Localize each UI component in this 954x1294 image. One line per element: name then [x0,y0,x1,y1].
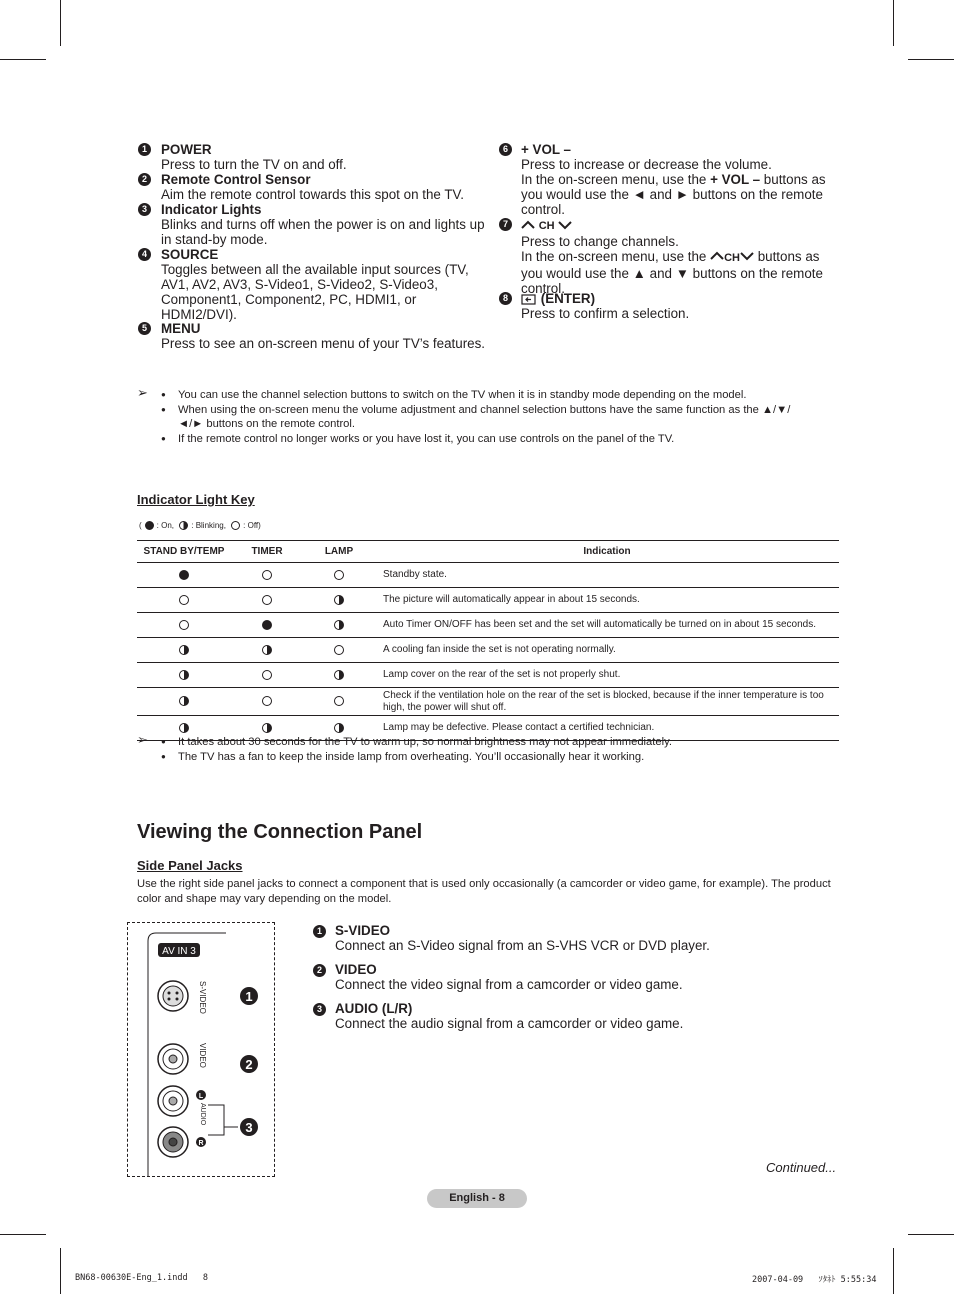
callout-2: 2 [245,1057,253,1072]
on-dot-icon [145,521,154,530]
blink-dot-icon [334,723,344,733]
jack-item-s-video [335,923,815,953]
number-badge: 1 [138,143,151,156]
note-item: ● When using the on-screen menu the volume adjustment and channel selection buttons have the same function as the ▲/▼/◄/► buttons on the remote control. [161,403,801,432]
control-item-remote-sensor [161,172,491,202]
control-title: Remote Control Sensor [161,172,311,187]
off-dot-icon [262,570,272,580]
control-title: SOURCE [161,247,219,262]
blink-dot-icon [179,645,189,655]
header-indication: Indication [375,541,839,563]
number-badge: 4 [138,248,151,261]
jack-title: AUDIO (L/R) [335,1001,413,1016]
number-badge: 2 [313,964,326,977]
crop-mark [0,59,46,60]
control-desc: Press to increase or decrease the volume. [521,157,772,172]
table-row [137,588,839,613]
off-dot-icon [334,696,344,706]
side-panel-heading: Side Panel Jacks [137,858,243,873]
off-dot-icon [262,696,272,706]
ch-label: CH [538,220,555,232]
table-row [137,613,839,638]
control-title: POWER [161,142,212,157]
status-cell [231,613,303,638]
text: In the on-screen menu, use the [521,172,711,187]
crop-mark [893,1248,894,1294]
callout-3: 3 [245,1120,253,1135]
table-row [137,663,839,688]
audio-label: AUDIO [199,1103,206,1126]
r-label: R [198,1140,204,1147]
jack-desc: Connect the video signal from a camcorder or video game. [335,977,683,992]
control-title-row [521,291,831,306]
text-bold: + VOL – [710,172,761,187]
chevron-up-icon [710,251,724,261]
status-cell [137,613,231,638]
indication-text: The picture will automatically appear in about 15 seconds. [375,588,839,613]
legend-on: : On, [156,521,175,530]
status-cell [137,688,231,716]
control-item-power [161,142,491,172]
control-title: + VOL – [521,142,571,157]
indication-text: Check if the ventilation hole on the rear of the set is blocked, because if the inner temperature is too high, the power will shut off. [375,688,839,716]
indication-text: Auto Timer ON/OFF has been set and the set will automatically be turned on in about 15 seconds. [375,613,839,638]
header-lamp: LAMP [303,541,375,563]
blink-dot-icon [179,670,189,680]
crop-mark [893,0,894,46]
control-title-row [521,217,831,234]
note-item: ● You can use the channel selection buttons to switch on the TV when it is in standby mode depending on the model. [161,388,801,403]
on-dot-icon [262,620,272,630]
crop-mark [0,1234,46,1235]
blink-dot-icon [179,521,188,530]
blink-dot-icon [179,723,189,733]
panel-graphic [128,923,274,1176]
header-timer: TIMER [231,541,303,563]
status-cell [303,638,375,663]
control-item-enter [521,291,831,321]
crop-mark [908,1234,954,1235]
blink-dot-icon [262,645,272,655]
note-arrow-icon: ➢ [137,385,148,400]
indicator-legend: ( : On, : Blinking, : Off) [139,521,261,530]
callout-1: 1 [245,989,253,1004]
status-cell [231,663,303,688]
legend-blink: : Blinking, [191,521,226,530]
control-item-source [161,247,476,322]
text: buttons as you would use the ▲ and ▼ buttons on the remote control. [521,249,823,296]
control-desc: Press to change channels. [521,234,679,249]
control-title: Indicator Lights [161,202,262,217]
footer-file: BN68-00630E-Eng_1.indd 8 [75,1273,209,1283]
chevron-up-icon [521,220,535,230]
number-badge: 3 [313,1003,326,1016]
header-standby: STAND BY/TEMP [137,541,231,563]
section-title: Viewing the Connection Panel [137,821,423,843]
indicator-table [137,540,839,741]
control-desc: Toggles between all the available input sources (TV, AV1, AV2, AV3, S-Video1, S-Video2, S-Video3, Component1, Component2, PC, HDMI1, or HDMI2/DVI). [161,262,469,322]
s-video-label: S-VIDEO [198,981,207,1014]
control-item-volume [521,142,831,217]
chevron-down-icon [558,220,572,230]
status-cell [137,563,231,588]
number-badge: 1 [313,925,326,938]
jack-title: VIDEO [335,962,377,977]
note-list-2 [161,735,801,764]
number-badge: 5 [138,322,151,335]
l-label: L [198,1093,204,1100]
status-cell [231,588,303,613]
crop-mark [60,1248,61,1294]
indicator-heading: Indicator Light Key [137,492,255,507]
control-desc: Press to see an on-screen menu of your TV’s features. [161,336,486,351]
enter-icon [521,293,537,305]
control-item-menu [161,321,491,351]
crop-mark [60,0,61,46]
footer-date: 2007-04-09 ｿﾀﾈﾄ 5:55:34 [752,1275,877,1285]
page-number-badge: English - 8 [427,1189,527,1208]
control-desc: Blinks and turns off when the power is on and lights up in stand-by mode. [161,217,485,247]
number-badge: 2 [138,173,151,186]
video-label: VIDEO [198,1043,207,1068]
text: buttons as you would use the ◄ and ► buttons on the remote control. [521,172,826,217]
control-desc: Press to confirm a selection. [521,306,690,321]
status-cell [303,613,375,638]
jack-item-video [335,962,815,992]
table-row [137,638,839,663]
chevron-down-icon [740,251,754,261]
control-item-indicator-lights [161,202,491,247]
jack-desc: Connect the audio signal from a camcorder or video game. [335,1016,684,1031]
on-dot-icon [179,570,189,580]
control-desc-2 [521,172,831,217]
off-dot-icon [262,670,272,680]
number-badge: 6 [499,143,512,156]
status-cell [137,663,231,688]
control-title: MENU [161,321,201,336]
note-item: ● It takes about 30 seconds for the TV to warm up, so normal brightness may not appear immediately. [161,735,801,750]
blink-dot-icon [334,595,344,605]
note-item: ● If the remote control no longer works or you have lost it, you can use controls on the panel of the TV. [161,432,801,447]
control-item-channel [521,217,831,296]
indication-text: Lamp cover on the rear of the set is not properly shut. [375,663,839,688]
blink-dot-icon [262,723,272,733]
off-dot-icon [334,645,344,655]
table-header-row [137,541,839,563]
intro-text: Use the right side panel jacks to connect a component that is used only occasionally (a camcorder or video game, for example). The product color and shape may vary depending on the model. [137,878,831,905]
off-dot-icon [179,595,189,605]
off-dot-icon [262,595,272,605]
status-cell [231,563,303,588]
off-dot-icon [179,620,189,630]
jack-title: S-VIDEO [335,923,391,938]
off-dot-icon [231,521,240,530]
number-badge: 3 [138,203,151,216]
indication-text: Lamp may be defective. Please contact a certified technician. [375,716,839,741]
indication-text: A cooling fan inside the set is not operating normally. [375,638,839,663]
control-title: (ENTER) [540,291,596,306]
text: In the on-screen menu, use the [521,249,711,264]
note-list-1 [161,388,801,446]
status-cell [303,588,375,613]
status-cell [137,588,231,613]
status-cell [231,638,303,663]
off-dot-icon [334,570,344,580]
control-desc: Aim the remote control towards this spot on the TV. [161,187,464,202]
text-bold: CH [724,252,740,264]
table-row [137,688,839,716]
number-badge: 8 [499,292,512,305]
jack-item-audio [335,1001,815,1031]
blink-dot-icon [334,670,344,680]
control-desc-2 [521,249,831,296]
status-cell [303,688,375,716]
jack-desc: Connect an S-Video signal from an S-VHS VCR or DVD player. [335,938,710,953]
note-arrow-icon: ➢ [137,732,148,747]
status-cell [231,688,303,716]
side-panel-illustration [127,922,275,1177]
legend-off: : Off) [243,521,261,530]
status-cell [303,663,375,688]
table-row [137,563,839,588]
blink-dot-icon [179,696,189,706]
blink-dot-icon [334,620,344,630]
av-in-label: AV IN 3 [162,946,196,957]
indication-text: Standby state. [375,563,839,588]
continued-text: Continued... [766,1160,837,1175]
status-cell [303,563,375,588]
control-desc: Press to turn the TV on and off. [161,157,347,172]
status-cell [137,638,231,663]
number-badge: 7 [499,218,512,231]
note-item: ● The TV has a fan to keep the inside lamp from overheating. You’ll occasionally hear it working. [161,750,801,765]
crop-mark [908,59,954,60]
